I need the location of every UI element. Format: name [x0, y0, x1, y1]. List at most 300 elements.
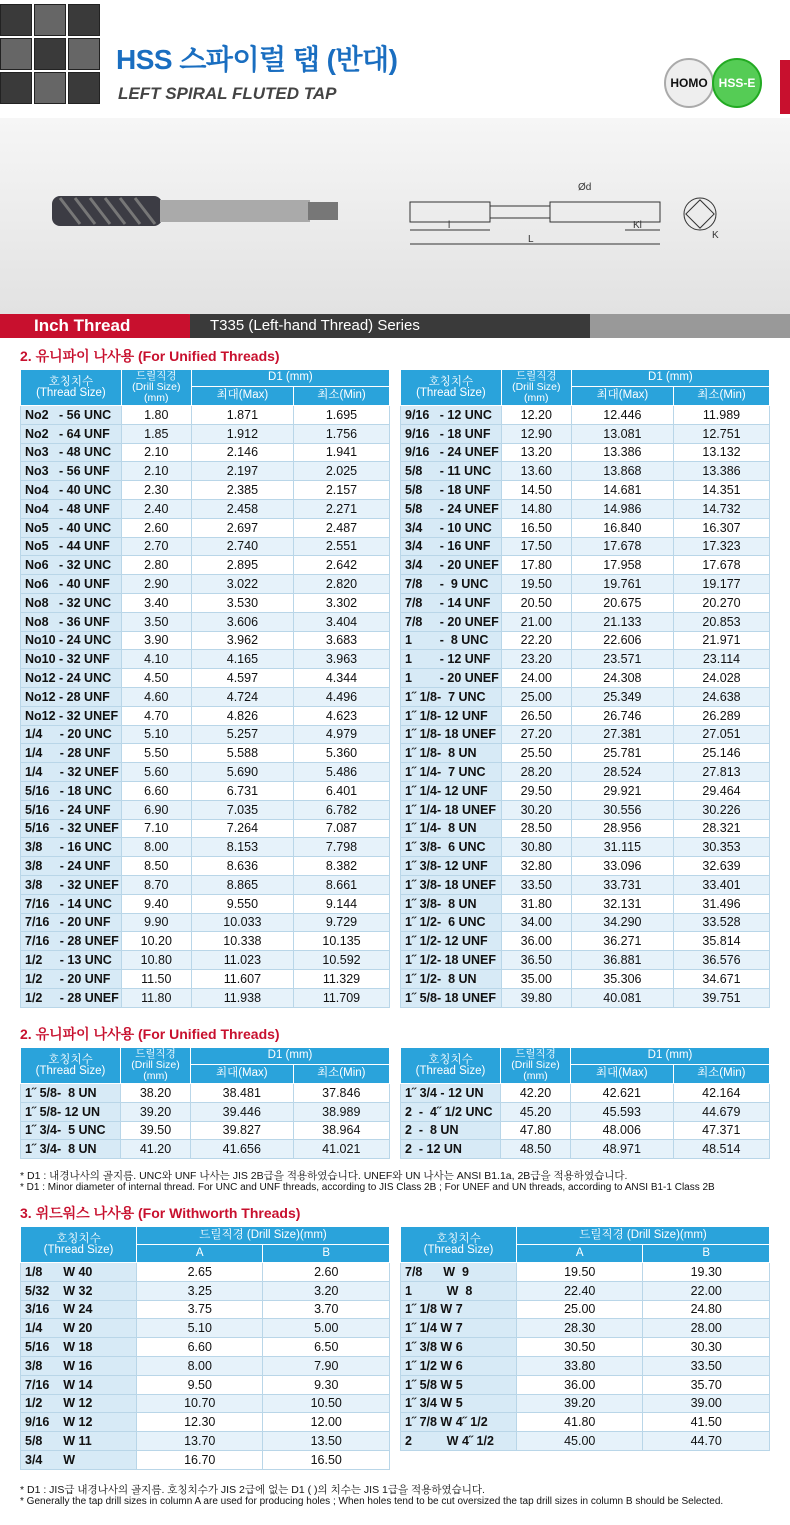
thread-size-cell: 1/2 - 13 UNC: [21, 951, 122, 970]
thread-size-cell: 1˝ 3/4 - 12 UN: [401, 1084, 501, 1103]
tap-shank: [160, 200, 310, 222]
table-row: [21, 406, 390, 425]
value-cell: 24.308: [571, 669, 673, 688]
value-cell: 25.00: [517, 1300, 643, 1319]
L-label: L: [528, 234, 534, 245]
value-cell: 39.20: [517, 1394, 643, 1413]
table-row: [401, 1281, 770, 1300]
thread-size-cell: 2 - 4˝ 1/2 UNC: [401, 1102, 501, 1121]
table-row: [401, 1263, 770, 1282]
value-cell: 2.197: [191, 462, 293, 481]
table-row: [21, 1319, 390, 1338]
value-cell: 8.00: [121, 838, 191, 857]
table-row: [401, 1140, 770, 1159]
table-row: [401, 800, 770, 819]
table-row: [401, 669, 770, 688]
value-cell: 30.20: [501, 800, 571, 819]
table-row: [21, 988, 390, 1007]
value-cell: 3.75: [137, 1300, 263, 1319]
table-row: [21, 1263, 390, 1282]
value-cell: 10.20: [121, 932, 191, 951]
value-cell: 12.751: [673, 424, 769, 443]
table-row: [401, 650, 770, 669]
thread-size-cell: No12 - 32 UNEF: [21, 706, 122, 725]
series-tail: [590, 314, 790, 338]
value-cell: 47.80: [501, 1121, 571, 1140]
table-row: [401, 706, 770, 725]
value-cell: 3.530: [191, 593, 293, 612]
table-row: [21, 499, 390, 518]
table-row: [401, 988, 770, 1007]
value-cell: 13.60: [501, 462, 571, 481]
thumbnail: [68, 4, 100, 36]
thread-size-cell: 1 W 8: [401, 1281, 517, 1300]
value-cell: 24.638: [673, 687, 769, 706]
table-header: [21, 370, 390, 406]
thread-size-cell: 5/16 W 18: [21, 1338, 137, 1357]
value-cell: 7.087: [293, 819, 389, 838]
thread-size-cell: 1˝ 1/2- 6 UNC: [401, 913, 502, 932]
thread-size-cell: No5 - 44 UNF: [21, 537, 122, 556]
value-cell: 2.65: [137, 1263, 263, 1282]
thread-size-cell: 1˝ 1/4- 12 UNF: [401, 781, 502, 800]
thumbnail: [68, 38, 100, 70]
value-cell: 7.035: [191, 800, 293, 819]
table-row: [21, 932, 390, 951]
thread-size-header: 호칭치수 (Thread Size): [21, 1048, 121, 1084]
value-cell: 9.144: [293, 894, 389, 913]
value-cell: 39.00: [643, 1394, 770, 1413]
note-en-1: * D1 : Minor diameter of internal thread. For UNC and UNF threads, according to JIS Class 2B ; For UNEF and UN threads, according to ANSI B1-1 Class 2B: [20, 1182, 715, 1193]
table-row: [21, 462, 390, 481]
thread-size-cell: 3/16 W 24: [21, 1300, 137, 1319]
value-cell: 39.751: [673, 988, 769, 1007]
table-header: [401, 370, 770, 406]
value-cell: 12.20: [501, 406, 571, 425]
value-cell: 8.70: [121, 875, 191, 894]
value-cell: 44.70: [643, 1432, 770, 1451]
thread-size-cell: 1˝ 1/2- 8 UN: [401, 969, 502, 988]
value-cell: 9.550: [191, 894, 293, 913]
value-cell: 1.695: [293, 406, 389, 425]
value-cell: 2.146: [191, 443, 293, 462]
table-row: [401, 913, 770, 932]
thread-size-cell: 9/16 - 18 UNF: [401, 424, 502, 443]
table-row: [21, 424, 390, 443]
thread-size-cell: 1˝ 1/4- 7 UNC: [401, 763, 502, 782]
value-cell: 3.404: [293, 612, 389, 631]
value-cell: 4.597: [191, 669, 293, 688]
thread-size-cell: 1˝ 1/4 W 7: [401, 1319, 517, 1338]
thread-size-cell: 1/2 W 12: [21, 1394, 137, 1413]
table-row: [401, 932, 770, 951]
value-cell: 45.593: [571, 1102, 674, 1121]
thread-size-cell: 2 W 4˝ 1/2: [401, 1432, 517, 1451]
d1-header: D1 (mm): [191, 1048, 390, 1065]
thread-size-cell: 3/4 - 10 UNC: [401, 518, 502, 537]
table-row: [401, 894, 770, 913]
thread-size-cell: 3/8 W 16: [21, 1356, 137, 1375]
value-cell: 19.177: [673, 575, 769, 594]
value-cell: 14.732: [673, 499, 769, 518]
thread-size-cell: 5/16 - 24 UNF: [21, 800, 122, 819]
thread-size-cell: 3/8 - 32 UNEF: [21, 875, 122, 894]
value-cell: 27.381: [571, 725, 673, 744]
series-tab: Inch Thread: [0, 314, 200, 338]
table-row: [401, 556, 770, 575]
table-row: [21, 1084, 390, 1103]
table-row: [21, 1394, 390, 1413]
thread-size-cell: No8 - 36 UNF: [21, 612, 122, 631]
table-row: [21, 951, 390, 970]
value-cell: 41.50: [643, 1413, 770, 1432]
value-cell: 12.30: [137, 1413, 263, 1432]
value-cell: 14.681: [571, 481, 673, 500]
value-cell: 24.00: [501, 669, 571, 688]
thread-size-header: 호칭치수 (Thread Size): [21, 1227, 137, 1263]
value-cell: 33.401: [673, 875, 769, 894]
value-cell: 6.731: [191, 781, 293, 800]
value-cell: 4.623: [293, 706, 389, 725]
value-cell: 48.50: [501, 1140, 571, 1159]
value-cell: 45.00: [517, 1432, 643, 1451]
table-row: [401, 857, 770, 876]
value-cell: 3.70: [263, 1300, 390, 1319]
value-cell: 17.678: [673, 556, 769, 575]
value-cell: 10.592: [293, 951, 389, 970]
thread-size-cell: 1˝ 3/4- 8 UN: [21, 1140, 121, 1159]
thread-size-cell: 2 - 12 UN: [401, 1140, 501, 1159]
col-b-header: B: [643, 1245, 770, 1263]
value-cell: 5.486: [293, 763, 389, 782]
whitworth-table-left: [20, 1226, 390, 1470]
value-cell: 3.25: [137, 1281, 263, 1300]
table-row: [21, 1102, 390, 1121]
drill-size-header: 드릴직경 (Drill Size) (mm): [121, 370, 191, 406]
value-cell: 19.761: [571, 575, 673, 594]
value-cell: 42.621: [571, 1084, 674, 1103]
thread-size-cell: 1 - 12 UNF: [401, 650, 502, 669]
value-cell: 2.642: [293, 556, 389, 575]
d1-header: D1 (mm): [191, 370, 389, 387]
value-cell: 26.50: [501, 706, 571, 725]
table-row: [401, 819, 770, 838]
value-cell: 9.30: [263, 1375, 390, 1394]
table-row: [21, 1375, 390, 1394]
product-thumbnails: [0, 4, 104, 104]
value-cell: 36.00: [501, 932, 571, 951]
thread-size-cell: No10 - 32 UNF: [21, 650, 122, 669]
value-cell: 25.146: [673, 744, 769, 763]
value-cell: 6.401: [293, 781, 389, 800]
table-row: [401, 612, 770, 631]
value-cell: 36.271: [571, 932, 673, 951]
value-cell: 1.756: [293, 424, 389, 443]
value-cell: 29.921: [571, 781, 673, 800]
thread-size-cell: 1˝ 1/2- 18 UNEF: [401, 951, 502, 970]
table-row: [21, 894, 390, 913]
value-cell: 13.70: [137, 1432, 263, 1451]
value-cell: 11.329: [293, 969, 389, 988]
thread-size-header: 호칭치수 (Thread Size): [21, 370, 122, 406]
value-cell: 5.60: [121, 763, 191, 782]
thread-size-cell: 5/16 - 32 UNEF: [21, 819, 122, 838]
value-cell: 9.40: [121, 894, 191, 913]
table-row: [401, 1432, 770, 1451]
table-row: [21, 650, 390, 669]
table-row: [21, 669, 390, 688]
value-cell: 5.588: [191, 744, 293, 763]
thread-size-cell: 7/8 - 14 UNF: [401, 593, 502, 612]
thread-size-cell: 9/16 W 12: [21, 1413, 137, 1432]
value-cell: 11.989: [673, 406, 769, 425]
thumbnail: [0, 72, 32, 104]
table-row: [401, 1121, 770, 1140]
thread-size-cell: 1˝ 5/8- 12 UN: [21, 1102, 121, 1121]
table-row: [21, 1432, 390, 1451]
value-cell: 27.813: [673, 763, 769, 782]
value-cell: 17.323: [673, 537, 769, 556]
value-cell: 30.50: [517, 1338, 643, 1357]
thread-size-cell: 7/16 - 20 UNF: [21, 913, 122, 932]
thread-size-cell: 1˝ 3/4 W 5: [401, 1394, 517, 1413]
value-cell: 30.30: [643, 1338, 770, 1357]
value-cell: 39.827: [191, 1121, 294, 1140]
thread-size-cell: 1˝ 3/4- 5 UNC: [21, 1121, 121, 1140]
table-row: [401, 424, 770, 443]
value-cell: 33.80: [517, 1356, 643, 1375]
value-cell: 3.20: [263, 1281, 390, 1300]
value-cell: 36.50: [501, 951, 571, 970]
value-cell: 11.80: [121, 988, 191, 1007]
value-cell: 13.081: [571, 424, 673, 443]
min-header: 최소(Min): [673, 386, 769, 405]
value-cell: 9.729: [293, 913, 389, 932]
col-a-header: A: [137, 1245, 263, 1263]
table-row: [21, 575, 390, 594]
hsse-badge: HSS-E: [712, 58, 762, 108]
drill-size-header: 드릴직경 (Drill Size)(mm): [137, 1227, 390, 1245]
value-cell: 4.344: [293, 669, 389, 688]
thread-size-cell: 1˝ 1/2- 12 UNF: [401, 932, 502, 951]
value-cell: 2.697: [191, 518, 293, 537]
table-row: [401, 687, 770, 706]
value-cell: 13.50: [263, 1432, 390, 1451]
thread-size-cell: No8 - 32 UNC: [21, 593, 122, 612]
value-cell: 20.853: [673, 612, 769, 631]
table-row: [401, 499, 770, 518]
table-row: [401, 1102, 770, 1121]
thread-size-cell: 1/2 - 20 UNF: [21, 969, 122, 988]
value-cell: 5.360: [293, 744, 389, 763]
table-row: [401, 518, 770, 537]
value-cell: 36.881: [571, 951, 673, 970]
value-cell: 14.80: [501, 499, 571, 518]
thread-size-cell: 1/4 - 32 UNEF: [21, 763, 122, 782]
thread-size-cell: 5/8 - 24 UNEF: [401, 499, 502, 518]
value-cell: 26.289: [673, 706, 769, 725]
thread-size-cell: No6 - 32 UNC: [21, 556, 122, 575]
thread-size-cell: 1˝ 5/8- 18 UNEF: [401, 988, 502, 1007]
product-image-panel: [0, 118, 790, 314]
value-cell: 4.50: [121, 669, 191, 688]
thread-size-cell: 1˝ 1/8 W 7: [401, 1300, 517, 1319]
value-cell: 1.912: [191, 424, 293, 443]
thread-size-cell: 5/8 W 11: [21, 1432, 137, 1451]
thread-size-cell: 9/16 - 12 UNC: [401, 406, 502, 425]
table-row: [21, 612, 390, 631]
value-cell: 29.50: [501, 781, 571, 800]
note-ko-1: * D1 : 내경나사의 골지름. UNC와 UNF 나사는 JIS 2B급을 적용하였습니다. UNEF와 UN 나사는 ANSI B1.1a, 2B급을 적용하였습니다.: [20, 1170, 628, 1182]
section-title-unified-1: 2. 유니파이 나사용 (For Unified Threads): [20, 348, 280, 364]
table-row: [401, 481, 770, 500]
value-cell: 4.724: [191, 687, 293, 706]
table-row: [401, 631, 770, 650]
value-cell: 12.446: [571, 406, 673, 425]
thread-size-cell: 7/16 W 14: [21, 1375, 137, 1394]
value-cell: 33.50: [643, 1356, 770, 1375]
thread-size-cell: 1˝ 1/8- 18 UNEF: [401, 725, 502, 744]
thread-size-cell: 3/8 - 24 UNF: [21, 857, 122, 876]
value-cell: 14.351: [673, 481, 769, 500]
value-cell: 7.90: [263, 1356, 390, 1375]
drill-size-header: 드릴직경 (Drill Size) (mm): [121, 1048, 191, 1084]
table-row: [401, 763, 770, 782]
value-cell: 22.40: [517, 1281, 643, 1300]
value-cell: 42.20: [501, 1084, 571, 1103]
drill-size-header: 드릴직경 (Drill Size) (mm): [501, 1048, 571, 1084]
value-cell: 17.958: [571, 556, 673, 575]
value-cell: 31.496: [673, 894, 769, 913]
value-cell: 6.60: [137, 1338, 263, 1357]
thread-size-header: 호칭치수 (Thread Size): [401, 370, 502, 406]
thread-size-cell: 3/4 - 20 UNEF: [401, 556, 502, 575]
value-cell: 2.551: [293, 537, 389, 556]
table-row: [401, 1300, 770, 1319]
table-header: [21, 1227, 390, 1263]
whitworth-table-right: [400, 1226, 770, 1451]
thread-size-cell: No3 - 56 UNF: [21, 462, 122, 481]
thread-size-cell: 1˝ 1/8- 12 UNF: [401, 706, 502, 725]
value-cell: 10.033: [191, 913, 293, 932]
d1-header: D1 (mm): [571, 370, 769, 387]
thread-size-cell: 5/16 - 18 UNC: [21, 781, 122, 800]
value-cell: 5.00: [263, 1319, 390, 1338]
thread-size-cell: 7/16 - 28 UNEF: [21, 932, 122, 951]
thread-size-cell: 2 - 8 UN: [401, 1121, 501, 1140]
value-cell: 8.153: [191, 838, 293, 857]
table-header: [401, 1048, 770, 1084]
thread-size-cell: No4 - 40 UNC: [21, 481, 122, 500]
value-cell: 35.814: [673, 932, 769, 951]
accent-bar: [780, 60, 790, 114]
value-cell: 4.826: [191, 706, 293, 725]
table-row: [21, 969, 390, 988]
value-cell: 2.10: [121, 443, 191, 462]
value-cell: 4.979: [293, 725, 389, 744]
table-row: [21, 706, 390, 725]
thread-size-cell: 1˝ 1/8- 7 UNC: [401, 687, 502, 706]
value-cell: 28.956: [571, 819, 673, 838]
value-cell: 3.683: [293, 631, 389, 650]
table-row: [401, 1375, 770, 1394]
thread-size-cell: 3/4 W: [21, 1450, 137, 1469]
value-cell: 28.00: [643, 1319, 770, 1338]
value-cell: 2.60: [121, 518, 191, 537]
value-cell: 17.678: [571, 537, 673, 556]
table-row: [21, 725, 390, 744]
table-row: [401, 406, 770, 425]
value-cell: 5.10: [121, 725, 191, 744]
value-cell: 30.556: [571, 800, 673, 819]
table-row: [401, 593, 770, 612]
value-cell: 39.446: [191, 1102, 294, 1121]
value-cell: 41.80: [517, 1413, 643, 1432]
value-cell: 1.871: [191, 406, 293, 425]
value-cell: 2.40: [121, 499, 191, 518]
table-row: [21, 518, 390, 537]
value-cell: 2.820: [293, 575, 389, 594]
value-cell: 4.496: [293, 687, 389, 706]
thread-size-cell: No5 - 40 UNC: [21, 518, 122, 537]
value-cell: 28.20: [501, 763, 571, 782]
value-cell: 7.264: [191, 819, 293, 838]
table-row: [21, 631, 390, 650]
value-cell: 38.20: [121, 1084, 191, 1103]
value-cell: 8.865: [191, 875, 293, 894]
value-cell: 32.80: [501, 857, 571, 876]
value-cell: 10.50: [263, 1394, 390, 1413]
value-cell: 2.70: [121, 537, 191, 556]
value-cell: 1.80: [121, 406, 191, 425]
thread-size-header: 호칭치수 (Thread Size): [401, 1048, 501, 1084]
value-cell: 37.846: [293, 1084, 389, 1103]
value-cell: 33.50: [501, 875, 571, 894]
value-cell: 8.636: [191, 857, 293, 876]
value-cell: 48.971: [571, 1140, 674, 1159]
table-row: [21, 593, 390, 612]
thumbnail: [34, 72, 66, 104]
value-cell: 2.271: [293, 499, 389, 518]
value-cell: 32.131: [571, 894, 673, 913]
value-cell: 20.675: [571, 593, 673, 612]
value-cell: 23.114: [673, 650, 769, 669]
table-row: [21, 1281, 390, 1300]
value-cell: 36.576: [673, 951, 769, 970]
value-cell: 10.338: [191, 932, 293, 951]
value-cell: 29.464: [673, 781, 769, 800]
table-row: [401, 951, 770, 970]
value-cell: 2.157: [293, 481, 389, 500]
table-row: [21, 744, 390, 763]
value-cell: 5.690: [191, 763, 293, 782]
thread-size-cell: 1˝ 1/4- 8 UN: [401, 819, 502, 838]
table-row: [21, 763, 390, 782]
value-cell: 30.353: [673, 838, 769, 857]
value-cell: 11.709: [293, 988, 389, 1007]
value-cell: 7.798: [293, 838, 389, 857]
table-row: [401, 838, 770, 857]
value-cell: 2.458: [191, 499, 293, 518]
drill-size-header: 드릴직경 (Drill Size)(mm): [517, 1227, 770, 1245]
value-cell: 35.00: [501, 969, 571, 988]
thread-size-cell: No2 - 64 UNF: [21, 424, 122, 443]
value-cell: 20.50: [501, 593, 571, 612]
value-cell: 16.70: [137, 1450, 263, 1469]
thread-size-cell: No6 - 40 UNF: [21, 575, 122, 594]
value-cell: 11.023: [191, 951, 293, 970]
k-label: K: [712, 230, 719, 241]
